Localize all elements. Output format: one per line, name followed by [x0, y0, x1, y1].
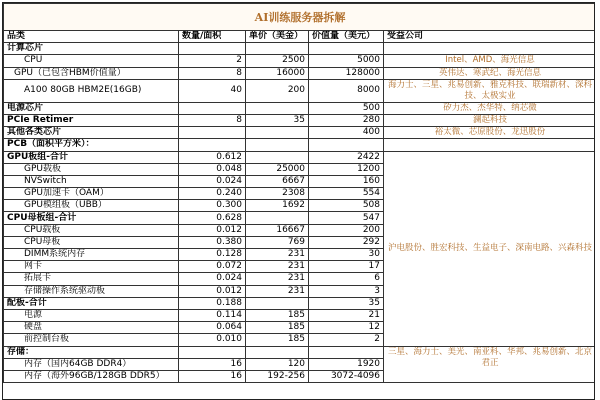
unit-price-cell: 16667 — [246, 224, 309, 236]
category-cell: DIMM系统内存 — [4, 249, 179, 261]
category-cell: GPU加速卡（OAM） — [4, 188, 179, 200]
value-cell: 1920 — [309, 358, 384, 370]
table-row — [4, 55, 596, 67]
value-cell: 500 — [309, 102, 384, 114]
category-cell: 存储： — [4, 346, 179, 358]
companies-cell: Intel、AMD、海光信息 — [384, 55, 596, 67]
unit-price-cell — [246, 43, 309, 55]
category-cell: 拓展卡 — [4, 273, 179, 285]
spreadsheet — [2, 2, 595, 400]
unit-price-cell: 231 — [246, 249, 309, 261]
companies-cell: 矽力杰、杰华特、纳芯微 — [384, 102, 596, 114]
category-cell: GPU载板 — [4, 163, 179, 175]
table-row — [4, 346, 596, 358]
quantity-cell: 2 — [179, 55, 246, 67]
value-cell: 3072-4096 — [309, 370, 384, 382]
quantity-cell — [179, 346, 246, 358]
unit-price-cell — [246, 297, 309, 309]
header-companies: 受益公司 — [384, 31, 596, 43]
unit-price-cell: 2500 — [246, 55, 309, 67]
unit-price-cell — [246, 102, 309, 114]
unit-price-cell: 35 — [246, 114, 309, 126]
quantity-cell: 0.128 — [179, 249, 246, 261]
value-cell: 280 — [309, 114, 384, 126]
category-cell: CPU — [4, 55, 179, 67]
value-cell: 200 — [309, 224, 384, 236]
table-row — [4, 79, 596, 102]
quantity-cell: 8 — [179, 67, 246, 79]
quantity-cell: 0.628 — [179, 212, 246, 224]
companies-cell — [384, 139, 596, 151]
table-row — [4, 114, 596, 126]
category-cell: GPU模组板（UBB） — [4, 200, 179, 212]
category-cell: A100 80GB HBM2E(16GB) — [4, 79, 179, 102]
unit-price-cell: 185 — [246, 309, 309, 321]
quantity-cell: 0.012 — [179, 285, 246, 297]
header-row — [4, 31, 596, 43]
quantity-cell — [179, 127, 246, 139]
category-cell: NVSwitch — [4, 175, 179, 187]
unit-price-cell: 16000 — [246, 67, 309, 79]
table-row — [4, 43, 596, 55]
value-cell: 1200 — [309, 163, 384, 175]
value-cell — [309, 43, 384, 55]
quantity-cell: 8 — [179, 114, 246, 126]
quantity-cell: 0.012 — [179, 224, 246, 236]
category-cell: 配板-合计 — [4, 297, 179, 309]
value-cell: 5000 — [309, 55, 384, 67]
value-cell: 12 — [309, 322, 384, 334]
quantity-cell: 0.114 — [179, 309, 246, 321]
value-cell: 17 — [309, 261, 384, 273]
category-cell: 硬盘 — [4, 322, 179, 334]
quantity-cell: 16 — [179, 370, 246, 382]
companies-cell — [384, 43, 596, 55]
table-row — [4, 127, 596, 139]
header-category: 品类 — [4, 31, 179, 43]
table-body — [4, 43, 596, 383]
header-value: 价值量（美元） — [309, 31, 384, 43]
unit-price-cell: 1692 — [246, 200, 309, 212]
companies-cell: 海力士、三星、兆易创新、雅克科技、联瑞新材、深科技、太极实业 — [384, 79, 596, 102]
unit-price-cell: 25000 — [246, 163, 309, 175]
unit-price-cell: 2308 — [246, 188, 309, 200]
category-cell: GPU（已包含HBM价值量） — [4, 67, 179, 79]
table-row — [4, 102, 596, 114]
value-cell: 6 — [309, 273, 384, 285]
unit-price-cell: 231 — [246, 273, 309, 285]
category-cell: PCB（面积平方米）： — [4, 139, 179, 151]
value-cell: 292 — [309, 236, 384, 248]
quantity-cell: 0.010 — [179, 334, 246, 346]
value-cell: 128000 — [309, 67, 384, 79]
unit-price-cell — [246, 151, 309, 163]
category-cell: 内存（国内64GB DDR4） — [4, 358, 179, 370]
quantity-cell: 0.024 — [179, 273, 246, 285]
quantity-cell: 0.188 — [179, 297, 246, 309]
table-row — [4, 139, 596, 151]
value-cell: 21 — [309, 309, 384, 321]
unit-price-cell: 120 — [246, 358, 309, 370]
category-cell: PCIe Retimer — [4, 114, 179, 126]
category-cell: GPU板组-合计 — [4, 151, 179, 163]
category-cell: CPU母板组-合计 — [4, 212, 179, 224]
companies-cell: 英伟达、寒武纪、海光信息 — [384, 67, 596, 79]
unit-price-cell — [246, 127, 309, 139]
quantity-cell: 0.240 — [179, 188, 246, 200]
value-cell: 3 — [309, 285, 384, 297]
quantity-cell — [179, 139, 246, 151]
server-breakdown-table — [3, 3, 595, 383]
value-cell: 160 — [309, 175, 384, 187]
category-cell: 计算芯片 — [4, 43, 179, 55]
quantity-cell — [179, 43, 246, 55]
value-cell: 35 — [309, 297, 384, 309]
quantity-cell: 0.612 — [179, 151, 246, 163]
value-cell — [309, 346, 384, 358]
value-cell: 508 — [309, 200, 384, 212]
value-cell: 8000 — [309, 79, 384, 102]
quantity-cell: 0.048 — [179, 163, 246, 175]
category-cell: 内存（海外96GB/128GB DDR5） — [4, 370, 179, 382]
quantity-cell: 0.024 — [179, 175, 246, 187]
header-unit-price: 单价（美金） — [246, 31, 309, 43]
quantity-cell: 16 — [179, 358, 246, 370]
table-title: AI训练服务器拆解 — [4, 4, 596, 31]
storage-companies-cell: 三星、海力士、美光、南亚科、华邦、兆易创新、北京君正 — [384, 346, 596, 383]
unit-price-cell — [246, 346, 309, 358]
category-cell: 电源 — [4, 309, 179, 321]
companies-cell: 裕太微、芯原股份、龙迅股份 — [384, 127, 596, 139]
category-cell: CPU母板 — [4, 236, 179, 248]
unit-price-cell: 231 — [246, 285, 309, 297]
quantity-cell: 0.064 — [179, 322, 246, 334]
unit-price-cell: 185 — [246, 334, 309, 346]
table-row — [4, 151, 596, 163]
value-cell: 547 — [309, 212, 384, 224]
header-quantity: 数量/面积 — [179, 31, 246, 43]
category-cell: 电源芯片 — [4, 102, 179, 114]
value-cell: 400 — [309, 127, 384, 139]
category-cell: 其他各类芯片 — [4, 127, 179, 139]
unit-price-cell: 231 — [246, 261, 309, 273]
value-cell: 2 — [309, 334, 384, 346]
category-cell: 存储操作系统驱动板 — [4, 285, 179, 297]
quantity-cell: 40 — [179, 79, 246, 102]
quantity-cell: 0.300 — [179, 200, 246, 212]
table-row — [4, 67, 596, 79]
unit-price-cell: 200 — [246, 79, 309, 102]
category-cell: CPU载板 — [4, 224, 179, 236]
pcb-companies-cell: 沪电股份、胜宏科技、生益电子、深南电路、兴森科技 — [384, 151, 596, 346]
value-cell: 554 — [309, 188, 384, 200]
unit-price-cell: 769 — [246, 236, 309, 248]
unit-price-cell — [246, 139, 309, 151]
category-cell: 网卡 — [4, 261, 179, 273]
quantity-cell: 0.072 — [179, 261, 246, 273]
value-cell: 2422 — [309, 151, 384, 163]
companies-cell: 澜起科技 — [384, 114, 596, 126]
unit-price-cell — [246, 212, 309, 224]
quantity-cell: 0.380 — [179, 236, 246, 248]
unit-price-cell: 185 — [246, 322, 309, 334]
quantity-cell — [179, 102, 246, 114]
unit-price-cell: 6667 — [246, 175, 309, 187]
value-cell — [309, 139, 384, 151]
unit-price-cell: 192-256 — [246, 370, 309, 382]
value-cell: 30 — [309, 249, 384, 261]
category-cell: 前控制台板 — [4, 334, 179, 346]
